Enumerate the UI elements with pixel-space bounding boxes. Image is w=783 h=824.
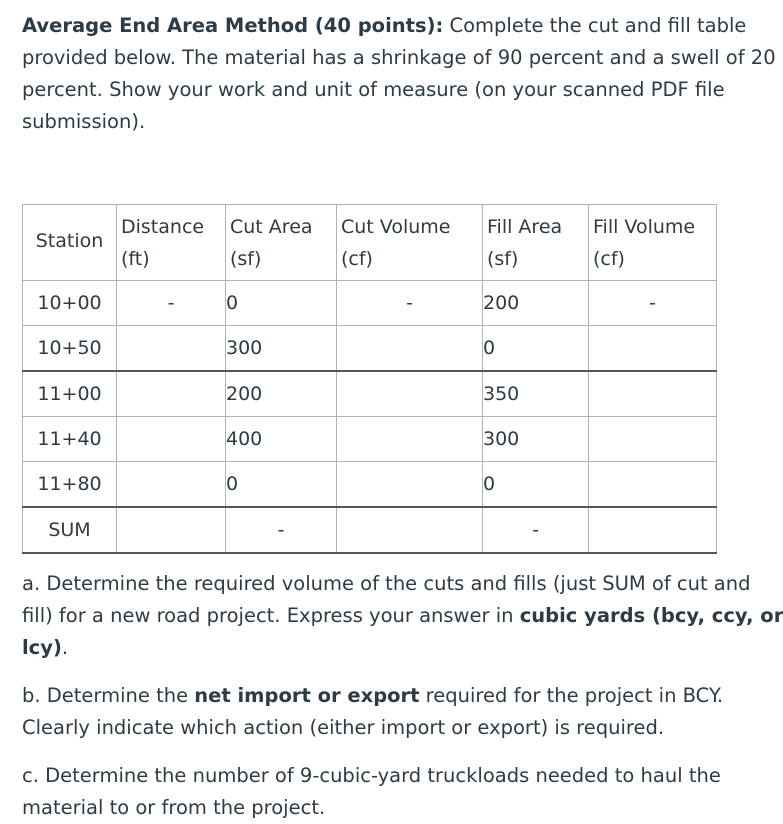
table-row [23,462,717,508]
question-b-line-1: b. Determine the net import or export required for the project in BCY. [22,684,724,707]
header-distance: Distance (ft) [117,205,226,281]
sum-fill-volume-cell [589,507,717,553]
fill-volume-cell [589,371,717,417]
cut-volume-cell [337,326,483,372]
station-cell: 10+50 [23,326,117,372]
cut-area-cell: 200 [226,371,337,417]
question-a-line-3: lcy). [22,636,69,659]
fill-area-cell: 300 [483,417,589,462]
header-cut-area: Cut Area (sf) [226,205,337,281]
intro-line-1-text: Complete the cut and fill table [443,14,747,37]
question-b-line-2: Clearly indicate which action (either import or export) is required. [22,716,665,739]
intro-line-1 [22,10,747,42]
question-b [22,680,730,744]
fill-area-cell: 0 [483,326,589,372]
station-cell: 10+00 [23,281,117,326]
cut-fill-table [22,204,717,554]
sum-label: SUM [23,507,117,553]
cut-volume-cell [337,462,483,508]
table-row [23,326,717,372]
question-c [22,760,730,824]
sum-fill-area-cell: - [483,507,589,553]
fill-volume-cell: - [589,281,717,326]
cut-volume-cell [337,417,483,462]
distance-cell [117,371,226,417]
cut-volume-cell: - [337,281,483,326]
distance-cell: - [117,281,226,326]
table-row [23,281,717,326]
table-header-row [23,205,717,281]
sum-cut-volume-cell [337,507,483,553]
questions-section [22,568,783,819]
header-fill-area: Fill Area (sf) [483,205,589,281]
fill-volume-cell [589,417,717,462]
station-cell: 11+80 [23,462,117,508]
question-a-line-2: fill) for a new road project. Express your answer in cubic yards (bcy, ccy, or [22,604,783,627]
header-cut-volume: Cut Volume (cf) [337,205,483,281]
distance-cell [117,417,226,462]
distance-cell [117,462,226,508]
station-cell: 11+00 [23,371,117,417]
cut-volume-cell [337,371,483,417]
intro-line-2: provided below. The material has a shrinkage of 90 percent and a swell of 20 [22,46,776,69]
distance-cell [117,326,226,372]
question-c-line-1: c. Determine the number of 9-cubic-yard truckloads needed to haul the [22,764,721,787]
fill-area-cell: 200 [483,281,589,326]
station-cell: 11+40 [23,417,117,462]
fill-area-cell: 0 [483,462,589,508]
cut-area-cell: 0 [226,281,337,326]
intro-line-3: percent. Show your work and unit of measure (on your scanned PDF file [22,78,725,101]
question-a-emphasis: cubic yards (bcy, ccy, or [519,604,783,627]
fill-area-cell: 350 [483,371,589,417]
table-row [23,371,717,417]
table-row [23,417,717,462]
question-a [22,568,783,664]
intro-line-4: submission). [22,110,146,133]
fill-volume-cell [589,462,717,508]
sum-cut-area-cell: - [226,507,337,553]
problem-statement [22,10,776,140]
header-fill-volume: Fill Volume (cf) [589,205,717,281]
sum-distance-cell [117,507,226,553]
cut-area-cell: 400 [226,417,337,462]
cut-area-cell: 0 [226,462,337,508]
fill-volume-cell [589,326,717,372]
question-c-line-2: material to or from the project. [22,796,326,819]
question-a-line-1: a. Determine the required volume of the cuts and fills (just SUM of cut and [22,572,751,595]
cut-area-cell: 300 [226,326,337,372]
question-b-emphasis: net import or export [194,684,420,707]
problem-title: Average End Area Method (40 points): [22,14,444,37]
header-station: Station [23,205,117,281]
sum-row [23,507,717,553]
